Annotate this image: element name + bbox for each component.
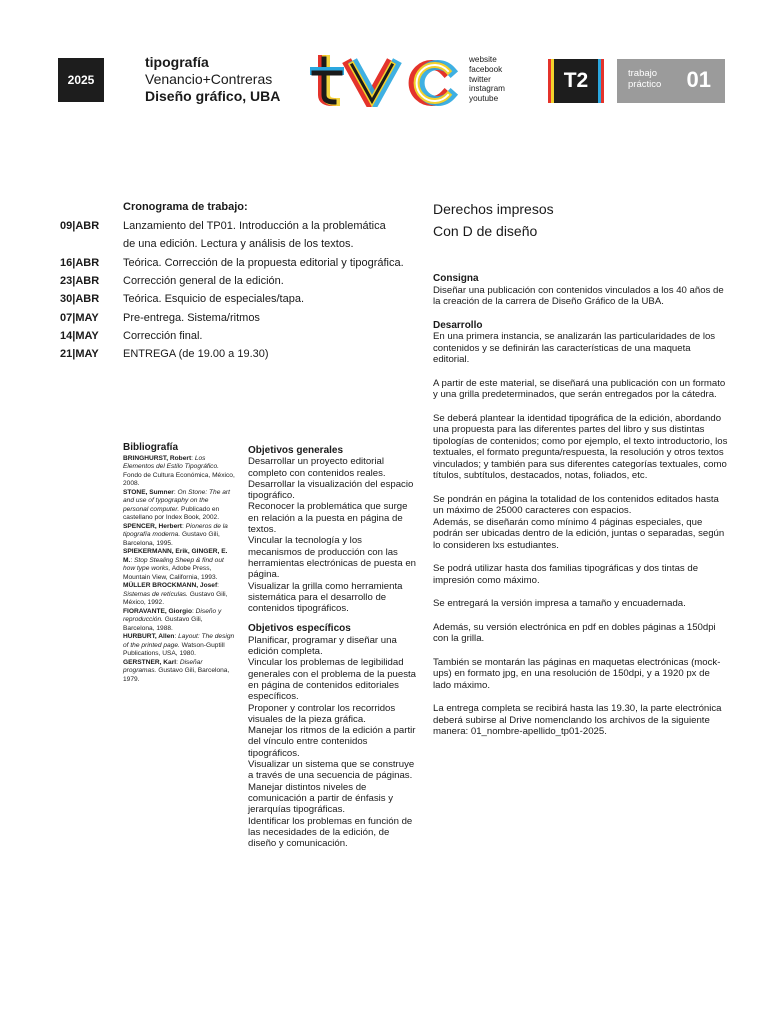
schedule-row: 07|MAY Pre-entrega. Sistema/ritmos [60,311,260,324]
objective-item: Reconocer la problemática que surge en relación a la puesta en página de textos. [248,501,408,536]
objective-item: Desarrollar un proyecto editorial completo con contenidos reales. [248,456,386,479]
tvc-logo [310,55,466,107]
objective-item: Proponer y controlar los recorridos visuales de la pieza gráfica. [248,702,396,725]
link-youtube[interactable]: youtube [469,94,499,104]
desarrollo-paragraph: La entrega completa se recibirá hasta las 19.30, la parte electrónica deberá subirse al Drive nomenclando los archivos de la siguiente manera: 01_nombre-apellido_tp01-2025. [433,703,722,737]
desarrollo-paragraph: Además, su versión electrónica en pdf en dobles páginas a 150dpi con la grilla. [433,621,716,644]
desarrollo-paragraph: Se deberá plantear la identidad tipográfica de la edición, abordando una propuesta para las diferentes partes del libro y sus distintas tipologías de contenidos; como por ejemplo, el texto introductorio, los textuales, el formato pregunta/respuesta, la resolución y otros textos vinculados; y también para sus diferentes categorías textuales, como títulos, subtítulos, destacados, notas, foliados, etc. [433,412,728,481]
desarrollo-paragraph: Se pondrán en página la totalidad de los contenidos editados hasta un máximo de 25000 caracteres con espacios. [433,493,719,516]
objectives-specific-title: Objetivos específicos [248,623,351,635]
bib-entry: SPENCER, Herbert: Pioneros de la tipografía moderna. Gustavo Gili, Barcelona, 1995. [123,522,228,547]
desarrollo-paragraph: Se entregará la versión impresa a tamaño y encuadernada. [433,598,686,609]
course-subject: tipografía [145,54,209,70]
objectives [248,444,418,849]
desarrollo-paragraph: Se podrá utilizar hasta dos familias tipográficas y dos tintas de impresión como máximo. [433,563,699,586]
schedule-row: 23|ABR Corrección general de la edición. [60,275,284,288]
schedule-row: 09|ABR Lanzamiento del TP01. Introducción a la problemática [60,220,386,233]
schedule-row: 16|ABR Teórica. Corrección de la propuesta editorial y tipográfica. [60,256,404,269]
bib-entry: STONE, Sumner: On Stone: The art and use of typography on the personal computer. Publicado en castellano por Index Book, 2002. [123,488,230,521]
schedule-row: 14|MAY Corrección final. [60,329,203,342]
link-instagram[interactable]: instagram [469,84,505,94]
schedule-title: Cronograma de trabajo: [123,201,248,213]
bib-entry: HURBURT, Allen: Layout: The design of the printed page. Watson-Guptill Publications, USA, 1980. [123,633,235,657]
bibliography [123,444,235,684]
consigna-title: Consigna [433,273,479,284]
t2-label: T2 [563,69,589,92]
objective-item: Vincular la tecnología y los mecanismos de producción con las herramientas electrónicas de puesta en página. [248,535,416,581]
schedule-row: 21|MAY ENTREGA (de 19.00 a 19.30) [60,348,269,361]
project-description [433,273,728,750]
bib-entry: BRINGHURST, Robert: Los Elementos del Estilo Tipográfico. Fondo de Cultura Económica, México, 2008. [123,454,235,487]
schedule-row: de una edición. Lectura y análisis de los textos. [123,238,354,251]
project-title: Derechos impresos Con D de diseño [433,201,554,239]
year-badge: 2025 [58,58,104,102]
desarrollo-paragraph: A partir de este material, se diseñará una publicación con un formato y una grilla predeterminados, que serán entregados por la cátedra. [433,377,726,400]
objective-item: Visualizar un sistema que se construye a través de una secuencia de páginas. [248,759,415,782]
objective-item: Identificar los problemas en función de las necesidades de la edición, de diseño y comunicación. [248,815,413,850]
objectives-general-title: Objetivos generales [248,445,344,456]
objective-item: Visualizar la grilla como herramienta sistemática para el desarrollo de contenidos tipográficos. [248,580,403,615]
bib-entry: MÜLLER BROCKMANN, Josef: Sistemas de retículas. Gustavo Gili, México, 1992. [123,582,228,606]
link-twitter[interactable]: twitter [469,74,491,84]
tp-number: 01 [686,67,711,92]
schedule-list [60,217,404,363]
desarrollo-title: Desarrollo [433,319,483,331]
course-chair: Venancio+Contreras [145,71,273,87]
link-website[interactable]: website [469,55,497,64]
schedule-row: 30|ABR Teórica. Esquicio de especiales/tapa. [60,293,304,306]
objective-item: Manejar distintos niveles de comunicación a partir de énfasis y jerarquías tipográficas. [248,781,394,816]
consigna-text: Diseñar una publicación con contenidos vinculados a los 40 años de la creación de la carrera de Diseño Gráfico de la UBA. [433,284,724,307]
bib-entry: FIORAVANTE, Giorgio: Diseño y reproducción. Gustavo Gili, Barcelona, 1988. [123,607,222,632]
objective-item: Planificar, programar y diseñar una edición completa. [248,634,397,658]
social-links [469,55,505,104]
bib-entry: GERSTNER, Karl: Diseñar programas. Gustavo Gili, Barcelona, 1979. [123,658,230,683]
course-info [145,54,280,105]
objective-item: Manejar los ritmos de la edición a partir del vínculo entre contenidos tipográficos. [248,725,416,759]
desarrollo-paragraph: También se montarán las páginas en maquetas electrónicas (mock-ups) en formato jpg, en una resolución de 150dpi, y a 1920 px de lado máximo. [433,656,721,691]
link-facebook[interactable]: facebook [469,64,503,74]
course-career: Diseño gráfico, UBA [145,88,281,104]
t2-badge [548,59,604,103]
bibliography-title: Bibliografía [123,442,179,453]
desarrollo-paragraph: En una primera instancia, se analizarán las particularidades de los contenidos y se definirán las características de una maqueta editorial. [433,331,716,365]
tp-badge [617,59,725,103]
objective-item: Vincular los problemas de legibilidad generales con el problema de la puesta en página de contenidos editoriales específicos. [248,657,417,703]
bib-entry: SPIEKERMANN, Erik, GINGER, E. M.: Stop Stealing Sheep & find out how type works, Adobe Press, Mountain View, California, 1993. [123,548,228,581]
objective-item: Desarrollar la visualización del espacio tipográfico. [248,478,414,502]
desarrollo-paragraph: Además, se diseñarán como mínimo 4 páginas especiales, que podrán ser ubicadas dentro de la edición, juntas o separadas, según lo consideren lxs estudiantes. [433,516,725,551]
tp-label: trabajo práctico [628,68,662,90]
